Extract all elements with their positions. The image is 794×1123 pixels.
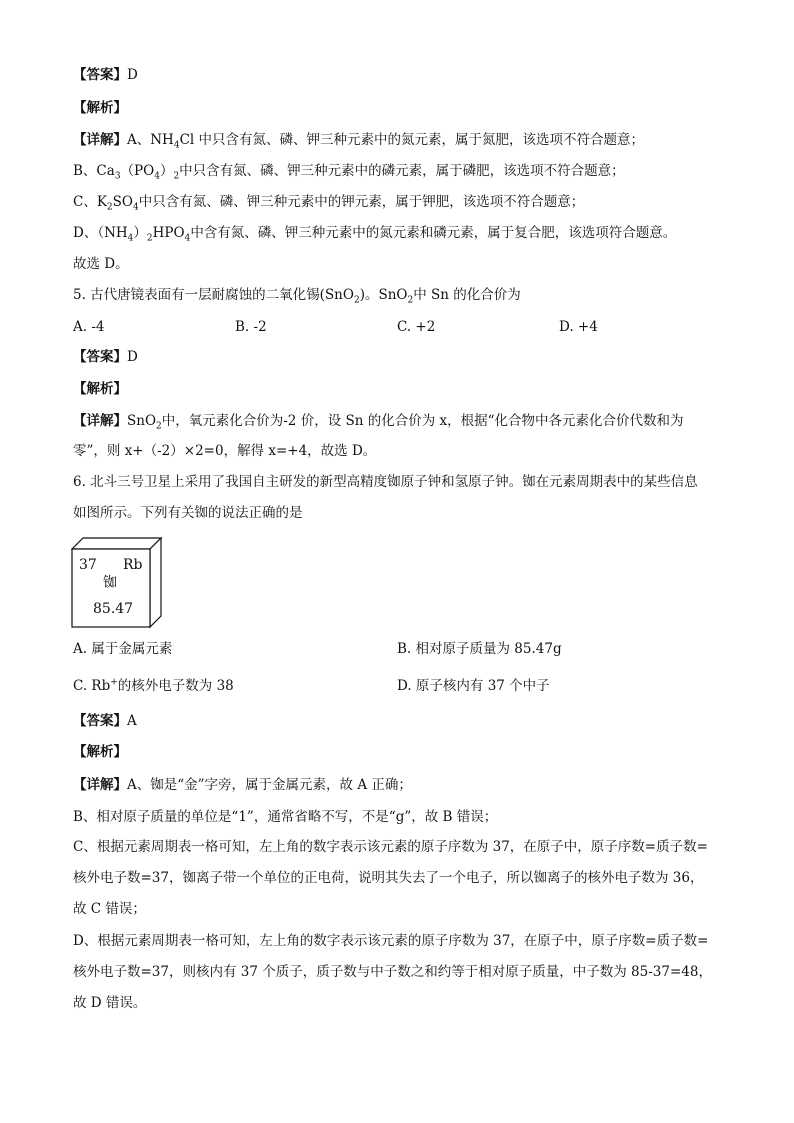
subscript: 4 — [127, 233, 134, 244]
text: SnO — [127, 413, 157, 429]
q6-detail-b: B、相对原子质量的单位是“1”，通常省略不写，不是“g”，故 B 错误； — [73, 809, 498, 825]
text: HPO — [152, 225, 185, 241]
q4-analysis-label: 【解析】 — [73, 100, 127, 116]
q6-analysis-label: 【解析】 — [73, 744, 127, 760]
q6-detail-c1: C、根据元素周期表一格可知，左上角的数字表示该元素的原子序数为 37，在原子中，原子序数=质子数= — [73, 839, 708, 855]
q6-stem-line2: 如图所示。下列有关铷的说法正确的是 — [73, 505, 303, 521]
q4-detail-d — [73, 224, 676, 242]
text: A、NH — [127, 132, 174, 148]
element-name: 铷 — [103, 575, 117, 591]
subscript: 2 — [146, 233, 153, 244]
q6-option-c — [73, 677, 234, 695]
q6-answer — [73, 712, 137, 730]
q6-option-a: A. 属于金属元素 — [73, 641, 173, 657]
element-cell-figure — [71, 537, 161, 627]
text: 中含有氮、磷、钾三种元素中的氮元素和磷元素，属于复合肥，该选项符合题意。 — [190, 225, 677, 241]
text: （PO — [120, 163, 155, 179]
text: 中，氧元素化合价为-2 价，设 Sn 的化合价为 x，根据“化合物中各元素化合价代数和为 — [161, 413, 684, 429]
text: ） — [159, 163, 174, 179]
answer-value: D — [127, 349, 138, 365]
q5-answer — [73, 348, 138, 366]
text: 中只含有氮、磷、钾三种元素中的钾元素，属于钾肥，该选项不符合题意； — [138, 194, 585, 210]
subscript: 4 — [154, 171, 160, 182]
q5-detail-line1 — [73, 412, 684, 430]
text: )。SnO — [359, 287, 408, 303]
subscript: 2 — [156, 421, 162, 432]
text: SO — [112, 194, 133, 210]
q6-detail-a — [73, 776, 412, 794]
q6-detail-d2: 核外电子数=37，则核内有 37 个质子，质子数与中子数之和约等于相对原子质量，中子数为 85-37=48， — [73, 964, 712, 980]
q6-detail-c2: 核外电子数=37，铷离子带一个单位的正电荷，说明其失去了一个电子，所以铷离子的核外电子数为 36， — [73, 870, 704, 886]
answer-value: D — [127, 67, 138, 83]
q5-detail-line2: 零”，则 x+（-2）×2=0，解得 x=+4，故选 D。 — [73, 443, 377, 459]
detail-label: 【详解】 — [73, 777, 127, 793]
subscript: 3 — [114, 171, 121, 182]
subscript: 4 — [132, 202, 139, 213]
q6-option-b: B. 相对原子质量为 85.47g — [397, 641, 562, 657]
text: A、铷是“金”字旁，属于金属元素，故 A 正确； — [127, 777, 412, 793]
text: Cl 中只含有氮、磷、钾三种元素中的氮元素，属于氮肥，该选项不符合题意； — [179, 132, 645, 148]
subscript: 4 — [173, 140, 180, 151]
q6-detail-c3: 故 C 错误； — [73, 901, 146, 917]
q6-option-d: D. 原子核内有 37 个中子 — [397, 678, 550, 694]
subscript: 4 — [184, 233, 191, 244]
answer-label: 【答案】 — [73, 67, 127, 83]
q6-detail-d3: 故 D 错误。 — [73, 995, 147, 1011]
text: 中只含有氮、磷、钾三种元素中的磷元素，属于磷肥，该选项不符合题意； — [179, 163, 625, 179]
q5-option-a: A. -4 — [73, 319, 105, 335]
text: D、（NH — [73, 225, 128, 241]
subscript: 2 — [407, 295, 414, 306]
atomic-mass: 85.47 — [93, 601, 134, 617]
element-symbol: Rb — [123, 557, 143, 573]
q6-detail-d1: D、根据元素周期表一格可知，左上角的数字表示该元素的原子序数为 37，在原子中，原子序数=质子数= — [73, 933, 709, 949]
q5-option-d: D. +4 — [559, 319, 598, 335]
superscript: + — [110, 677, 118, 688]
q4-detail-b — [73, 162, 625, 180]
text: C. Rb — [73, 678, 111, 694]
text: C、K — [73, 194, 107, 210]
text: 5. 古代唐镜表面有一层耐腐蚀的二氧化锡(SnO — [73, 287, 354, 303]
detail-label: 【详解】 — [73, 413, 127, 429]
text: 中 Sn 的化合价为 — [413, 287, 521, 303]
q6-stem-line1: 6. 北斗三号卫星上采用了我国自主研发的新型高精度铷原子钟和氢原子钟。铷在元素周期表中的某些信息 — [73, 474, 698, 490]
q4-conclusion: 故选 D。 — [73, 256, 129, 272]
subscript: 2 — [353, 295, 360, 306]
detail-label: 【详解】 — [73, 132, 127, 148]
q5-option-b: B. -2 — [235, 319, 267, 335]
text: ） — [133, 225, 147, 241]
subscript: 2 — [173, 171, 180, 182]
q4-detail-a — [73, 131, 644, 149]
answer-label: 【答案】 — [73, 713, 127, 729]
text: B、Ca — [73, 163, 115, 179]
atomic-number: 37 — [79, 557, 97, 573]
answer-value: A — [127, 713, 137, 729]
subscript: 2 — [106, 202, 113, 213]
answer-label: 【答案】 — [73, 349, 127, 365]
q5-option-c: C. +2 — [397, 319, 436, 335]
text: 的核外电子数为 38 — [117, 678, 234, 694]
q5-stem — [73, 286, 521, 304]
q4-answer — [73, 66, 138, 84]
q5-analysis-label: 【解析】 — [73, 381, 127, 397]
q4-detail-c — [73, 193, 584, 211]
